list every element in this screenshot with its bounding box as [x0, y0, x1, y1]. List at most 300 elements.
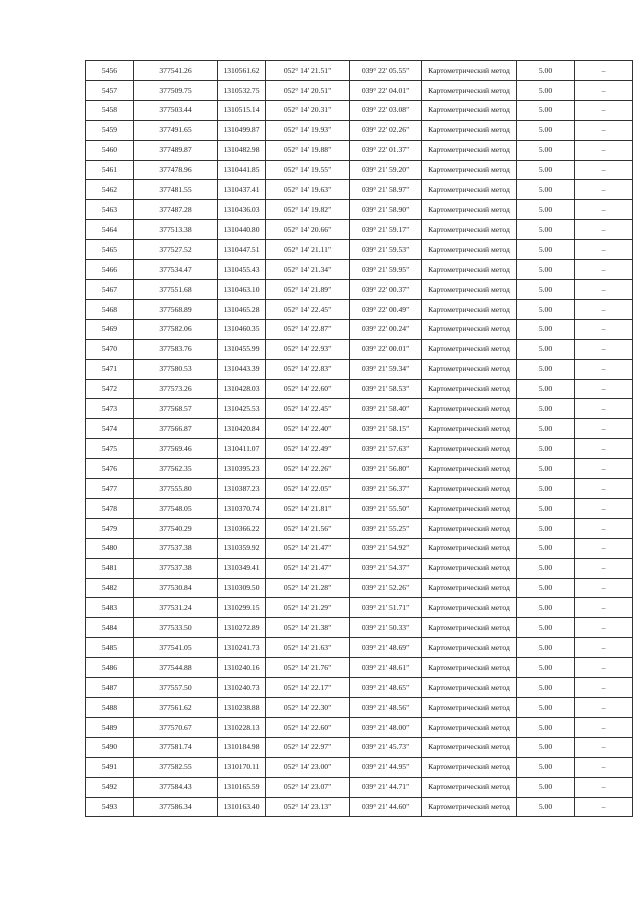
method-cell: Картометрический метод	[422, 220, 517, 240]
latitude-cell: 052° 14' 22.17"	[266, 678, 350, 698]
method-cell: Картометрический метод	[422, 538, 517, 558]
point-number-cell: 5475	[86, 439, 134, 459]
point-number-cell: 5484	[86, 618, 134, 638]
latitude-cell: 052° 14' 19.88"	[266, 140, 350, 160]
longitude-cell: 039° 21' 58.15"	[350, 419, 422, 439]
table-row	[86, 618, 633, 638]
longitude-cell: 039° 21' 57.63"	[350, 439, 422, 459]
table-row	[86, 459, 633, 479]
point-number-cell: 5486	[86, 658, 134, 678]
x-coordinate-cell: 377568.89	[134, 299, 218, 319]
latitude-cell: 052° 14' 23.00"	[266, 757, 350, 777]
longitude-cell: 039° 21' 59.95"	[350, 260, 422, 280]
x-coordinate-cell: 377537.38	[134, 538, 218, 558]
y-coordinate-cell: 1310425.53	[218, 399, 266, 419]
precision-cell: 5.00	[517, 678, 575, 698]
longitude-cell: 039° 21' 56.37"	[350, 479, 422, 499]
longitude-cell: 039° 21' 59.20"	[350, 160, 422, 180]
note-cell: –	[575, 299, 633, 319]
coordinates-table-body	[86, 61, 633, 817]
method-cell: Картометрический метод	[422, 379, 517, 399]
note-cell: –	[575, 717, 633, 737]
point-number-cell: 5460	[86, 140, 134, 160]
note-cell: –	[575, 399, 633, 419]
method-cell: Картометрический метод	[422, 678, 517, 698]
table-row	[86, 737, 633, 757]
longitude-cell: 039° 21' 44.95"	[350, 757, 422, 777]
latitude-cell: 052° 14' 21.76"	[266, 658, 350, 678]
longitude-cell: 039° 22' 04.01"	[350, 80, 422, 100]
x-coordinate-cell: 377586.34	[134, 797, 218, 817]
method-cell: Картометрический метод	[422, 498, 517, 518]
x-coordinate-cell: 377566.87	[134, 419, 218, 439]
x-coordinate-cell: 377544.88	[134, 658, 218, 678]
method-cell: Картометрический метод	[422, 120, 517, 140]
longitude-cell: 039° 21' 48.65"	[350, 678, 422, 698]
point-number-cell: 5478	[86, 498, 134, 518]
note-cell: –	[575, 279, 633, 299]
latitude-cell: 052° 14' 20.31"	[266, 100, 350, 120]
y-coordinate-cell: 1310370.74	[218, 498, 266, 518]
precision-cell: 5.00	[517, 200, 575, 220]
longitude-cell: 039° 22' 00.37"	[350, 279, 422, 299]
point-number-cell: 5491	[86, 757, 134, 777]
x-coordinate-cell: 377584.43	[134, 777, 218, 797]
longitude-cell: 039° 21' 51.71"	[350, 598, 422, 618]
note-cell: –	[575, 757, 633, 777]
longitude-cell: 039° 21' 58.40"	[350, 399, 422, 419]
precision-cell: 5.00	[517, 479, 575, 499]
precision-cell: 5.00	[517, 638, 575, 658]
latitude-cell: 052° 14' 22.87"	[266, 319, 350, 339]
method-cell: Картометрический метод	[422, 737, 517, 757]
method-cell: Картометрический метод	[422, 459, 517, 479]
note-cell: –	[575, 379, 633, 399]
precision-cell: 5.00	[517, 240, 575, 260]
latitude-cell: 052° 14' 19.63"	[266, 180, 350, 200]
table-row	[86, 777, 633, 797]
point-number-cell: 5465	[86, 240, 134, 260]
table-row	[86, 439, 633, 459]
y-coordinate-cell: 1310359.92	[218, 538, 266, 558]
point-number-cell: 5459	[86, 120, 134, 140]
x-coordinate-cell: 377481.55	[134, 180, 218, 200]
y-coordinate-cell: 1310170.11	[218, 757, 266, 777]
latitude-cell: 052° 14' 22.93"	[266, 339, 350, 359]
table-row	[86, 757, 633, 777]
latitude-cell: 052° 14' 22.05"	[266, 479, 350, 499]
x-coordinate-cell: 377478.96	[134, 160, 218, 180]
latitude-cell: 052° 14' 22.83"	[266, 359, 350, 379]
note-cell: –	[575, 359, 633, 379]
note-cell: –	[575, 558, 633, 578]
precision-cell: 5.00	[517, 618, 575, 638]
table-row	[86, 160, 633, 180]
x-coordinate-cell: 377562.35	[134, 459, 218, 479]
point-number-cell: 5474	[86, 419, 134, 439]
y-coordinate-cell: 1310299.15	[218, 598, 266, 618]
x-coordinate-cell: 377503.44	[134, 100, 218, 120]
longitude-cell: 039° 21' 54.37"	[350, 558, 422, 578]
longitude-cell: 039° 21' 45.73"	[350, 737, 422, 757]
latitude-cell: 052° 14' 20.51"	[266, 80, 350, 100]
note-cell: –	[575, 319, 633, 339]
table-row	[86, 638, 633, 658]
table-row	[86, 399, 633, 419]
precision-cell: 5.00	[517, 140, 575, 160]
latitude-cell: 052° 14' 22.60"	[266, 379, 350, 399]
y-coordinate-cell: 1310240.16	[218, 658, 266, 678]
table-row	[86, 479, 633, 499]
note-cell: –	[575, 518, 633, 538]
x-coordinate-cell: 377573.26	[134, 379, 218, 399]
point-number-cell: 5456	[86, 61, 134, 81]
point-number-cell: 5482	[86, 578, 134, 598]
longitude-cell: 039° 21' 56.80"	[350, 459, 422, 479]
point-number-cell: 5483	[86, 598, 134, 618]
precision-cell: 5.00	[517, 399, 575, 419]
table-row	[86, 538, 633, 558]
method-cell: Картометрический метод	[422, 598, 517, 618]
point-number-cell: 5464	[86, 220, 134, 240]
table-row	[86, 299, 633, 319]
note-cell: –	[575, 180, 633, 200]
method-cell: Картометрический метод	[422, 797, 517, 817]
precision-cell: 5.00	[517, 319, 575, 339]
note-cell: –	[575, 698, 633, 718]
table-row	[86, 359, 633, 379]
x-coordinate-cell: 377551.68	[134, 279, 218, 299]
note-cell: –	[575, 61, 633, 81]
table-row	[86, 797, 633, 817]
method-cell: Картометрический метод	[422, 140, 517, 160]
method-cell: Картометрический метод	[422, 260, 517, 280]
method-cell: Картометрический метод	[422, 479, 517, 499]
precision-cell: 5.00	[517, 698, 575, 718]
y-coordinate-cell: 1310463.10	[218, 279, 266, 299]
table-row	[86, 419, 633, 439]
longitude-cell: 039° 22' 05.55"	[350, 61, 422, 81]
y-coordinate-cell: 1310241.73	[218, 638, 266, 658]
longitude-cell: 039° 21' 48.56"	[350, 698, 422, 718]
method-cell: Картометрический метод	[422, 558, 517, 578]
x-coordinate-cell: 377541.26	[134, 61, 218, 81]
table-row	[86, 80, 633, 100]
precision-cell: 5.00	[517, 419, 575, 439]
point-number-cell: 5492	[86, 777, 134, 797]
point-number-cell: 5476	[86, 459, 134, 479]
longitude-cell: 039° 22' 00.01"	[350, 339, 422, 359]
method-cell: Картометрический метод	[422, 200, 517, 220]
note-cell: –	[575, 439, 633, 459]
x-coordinate-cell: 377582.06	[134, 319, 218, 339]
precision-cell: 5.00	[517, 220, 575, 240]
x-coordinate-cell: 377570.67	[134, 717, 218, 737]
x-coordinate-cell: 377533.50	[134, 618, 218, 638]
x-coordinate-cell: 377491.65	[134, 120, 218, 140]
x-coordinate-cell: 377555.80	[134, 479, 218, 499]
point-number-cell: 5488	[86, 698, 134, 718]
y-coordinate-cell: 1310309.50	[218, 578, 266, 598]
y-coordinate-cell: 1310532.75	[218, 80, 266, 100]
precision-cell: 5.00	[517, 299, 575, 319]
note-cell: –	[575, 160, 633, 180]
note-cell: –	[575, 140, 633, 160]
longitude-cell: 039° 21' 44.71"	[350, 777, 422, 797]
y-coordinate-cell: 1310165.59	[218, 777, 266, 797]
longitude-cell: 039° 21' 50.33"	[350, 618, 422, 638]
table-row	[86, 518, 633, 538]
table-row	[86, 200, 633, 220]
method-cell: Картометрический метод	[422, 319, 517, 339]
method-cell: Картометрический метод	[422, 638, 517, 658]
precision-cell: 5.00	[517, 100, 575, 120]
longitude-cell: 039° 22' 01.37"	[350, 140, 422, 160]
precision-cell: 5.00	[517, 518, 575, 538]
latitude-cell: 052° 14' 21.29"	[266, 598, 350, 618]
note-cell: –	[575, 240, 633, 260]
method-cell: Картометрический метод	[422, 240, 517, 260]
note-cell: –	[575, 339, 633, 359]
latitude-cell: 052° 14' 22.30"	[266, 698, 350, 718]
point-number-cell: 5469	[86, 319, 134, 339]
method-cell: Картометрический метод	[422, 419, 517, 439]
note-cell: –	[575, 578, 633, 598]
y-coordinate-cell: 1310411.07	[218, 439, 266, 459]
table-row	[86, 698, 633, 718]
precision-cell: 5.00	[517, 538, 575, 558]
latitude-cell: 052° 14' 21.63"	[266, 638, 350, 658]
latitude-cell: 052° 14' 20.66"	[266, 220, 350, 240]
method-cell: Картометрический метод	[422, 777, 517, 797]
latitude-cell: 052° 14' 21.47"	[266, 538, 350, 558]
x-coordinate-cell: 377531.24	[134, 598, 218, 618]
note-cell: –	[575, 459, 633, 479]
table-row	[86, 120, 633, 140]
precision-cell: 5.00	[517, 339, 575, 359]
longitude-cell: 039° 21' 44.60"	[350, 797, 422, 817]
x-coordinate-cell: 377582.55	[134, 757, 218, 777]
precision-cell: 5.00	[517, 160, 575, 180]
y-coordinate-cell: 1310436.03	[218, 200, 266, 220]
method-cell: Картометрический метод	[422, 518, 517, 538]
latitude-cell: 052° 14' 21.51"	[266, 61, 350, 81]
x-coordinate-cell: 377561.62	[134, 698, 218, 718]
table-row	[86, 319, 633, 339]
note-cell: –	[575, 419, 633, 439]
latitude-cell: 052° 14' 21.81"	[266, 498, 350, 518]
latitude-cell: 052° 14' 21.38"	[266, 618, 350, 638]
table-row	[86, 339, 633, 359]
y-coordinate-cell: 1310387.23	[218, 479, 266, 499]
method-cell: Картометрический метод	[422, 180, 517, 200]
y-coordinate-cell: 1310437.41	[218, 180, 266, 200]
x-coordinate-cell: 377509.75	[134, 80, 218, 100]
point-number-cell: 5471	[86, 359, 134, 379]
latitude-cell: 052° 14' 22.60"	[266, 717, 350, 737]
note-cell: –	[575, 538, 633, 558]
method-cell: Картометрический метод	[422, 279, 517, 299]
latitude-cell: 052° 14' 22.45"	[266, 299, 350, 319]
table-row	[86, 598, 633, 618]
point-number-cell: 5461	[86, 160, 134, 180]
y-coordinate-cell: 1310163.40	[218, 797, 266, 817]
longitude-cell: 039° 22' 03.08"	[350, 100, 422, 120]
latitude-cell: 052° 14' 22.97"	[266, 737, 350, 757]
point-number-cell: 5472	[86, 379, 134, 399]
longitude-cell: 039° 21' 52.26"	[350, 578, 422, 598]
latitude-cell: 052° 14' 21.89"	[266, 279, 350, 299]
precision-cell: 5.00	[517, 61, 575, 81]
y-coordinate-cell: 1310460.35	[218, 319, 266, 339]
precision-cell: 5.00	[517, 359, 575, 379]
longitude-cell: 039° 21' 48.00"	[350, 717, 422, 737]
x-coordinate-cell: 377557.50	[134, 678, 218, 698]
point-number-cell: 5462	[86, 180, 134, 200]
y-coordinate-cell: 1310455.43	[218, 260, 266, 280]
y-coordinate-cell: 1310184.98	[218, 737, 266, 757]
note-cell: –	[575, 220, 633, 240]
point-number-cell: 5489	[86, 717, 134, 737]
method-cell: Картометрический метод	[422, 61, 517, 81]
note-cell: –	[575, 200, 633, 220]
y-coordinate-cell: 1310420.84	[218, 419, 266, 439]
x-coordinate-cell: 377580.53	[134, 359, 218, 379]
note-cell: –	[575, 638, 633, 658]
table-row	[86, 180, 633, 200]
method-cell: Картометрический метод	[422, 658, 517, 678]
table-row	[86, 578, 633, 598]
point-number-cell: 5480	[86, 538, 134, 558]
y-coordinate-cell: 1310443.39	[218, 359, 266, 379]
note-cell: –	[575, 598, 633, 618]
table-row	[86, 658, 633, 678]
longitude-cell: 039° 22' 00.24"	[350, 319, 422, 339]
y-coordinate-cell: 1310440.80	[218, 220, 266, 240]
method-cell: Картометрический метод	[422, 717, 517, 737]
table-row	[86, 220, 633, 240]
method-cell: Картометрический метод	[422, 339, 517, 359]
longitude-cell: 039° 22' 00.49"	[350, 299, 422, 319]
note-cell: –	[575, 100, 633, 120]
precision-cell: 5.00	[517, 598, 575, 618]
precision-cell: 5.00	[517, 459, 575, 479]
x-coordinate-cell: 377569.46	[134, 439, 218, 459]
note-cell: –	[575, 80, 633, 100]
latitude-cell: 052° 14' 21.34"	[266, 260, 350, 280]
x-coordinate-cell: 377537.38	[134, 558, 218, 578]
x-coordinate-cell: 377548.05	[134, 498, 218, 518]
table-row	[86, 558, 633, 578]
latitude-cell: 052° 14' 23.07"	[266, 777, 350, 797]
precision-cell: 5.00	[517, 658, 575, 678]
longitude-cell: 039° 21' 48.69"	[350, 638, 422, 658]
precision-cell: 5.00	[517, 279, 575, 299]
x-coordinate-cell: 377581.74	[134, 737, 218, 757]
latitude-cell: 052° 14' 22.40"	[266, 419, 350, 439]
y-coordinate-cell: 1310441.85	[218, 160, 266, 180]
longitude-cell: 039° 21' 48.61"	[350, 658, 422, 678]
latitude-cell: 052° 14' 19.55"	[266, 160, 350, 180]
point-number-cell: 5485	[86, 638, 134, 658]
precision-cell: 5.00	[517, 578, 575, 598]
x-coordinate-cell: 377530.84	[134, 578, 218, 598]
longitude-cell: 039° 21' 58.90"	[350, 200, 422, 220]
longitude-cell: 039° 21' 54.92"	[350, 538, 422, 558]
point-number-cell: 5490	[86, 737, 134, 757]
x-coordinate-cell: 377541.05	[134, 638, 218, 658]
precision-cell: 5.00	[517, 80, 575, 100]
y-coordinate-cell: 1310465.28	[218, 299, 266, 319]
longitude-cell: 039° 21' 59.34"	[350, 359, 422, 379]
note-cell: –	[575, 260, 633, 280]
x-coordinate-cell: 377568.57	[134, 399, 218, 419]
table-row	[86, 279, 633, 299]
method-cell: Картометрический метод	[422, 80, 517, 100]
method-cell: Картометрический метод	[422, 359, 517, 379]
method-cell: Картометрический метод	[422, 578, 517, 598]
point-number-cell: 5473	[86, 399, 134, 419]
y-coordinate-cell: 1310366.22	[218, 518, 266, 538]
latitude-cell: 052° 14' 21.47"	[266, 558, 350, 578]
longitude-cell: 039° 21' 59.17"	[350, 220, 422, 240]
latitude-cell: 052° 14' 22.26"	[266, 459, 350, 479]
point-number-cell: 5470	[86, 339, 134, 359]
method-cell: Картометрический метод	[422, 757, 517, 777]
point-number-cell: 5477	[86, 479, 134, 499]
note-cell: –	[575, 797, 633, 817]
method-cell: Картометрический метод	[422, 698, 517, 718]
point-number-cell: 5467	[86, 279, 134, 299]
precision-cell: 5.00	[517, 120, 575, 140]
y-coordinate-cell: 1310240.73	[218, 678, 266, 698]
y-coordinate-cell: 1310455.99	[218, 339, 266, 359]
latitude-cell: 052° 14' 21.11"	[266, 240, 350, 260]
y-coordinate-cell: 1310349.41	[218, 558, 266, 578]
note-cell: –	[575, 618, 633, 638]
note-cell: –	[575, 777, 633, 797]
x-coordinate-cell: 377540.29	[134, 518, 218, 538]
point-number-cell: 5493	[86, 797, 134, 817]
y-coordinate-cell: 1310428.03	[218, 379, 266, 399]
precision-cell: 5.00	[517, 260, 575, 280]
latitude-cell: 052° 14' 22.45"	[266, 399, 350, 419]
method-cell: Картометрический метод	[422, 160, 517, 180]
y-coordinate-cell: 1310228.13	[218, 717, 266, 737]
point-number-cell: 5479	[86, 518, 134, 538]
precision-cell: 5.00	[517, 757, 575, 777]
longitude-cell: 039° 22' 02.26"	[350, 120, 422, 140]
latitude-cell: 052° 14' 21.56"	[266, 518, 350, 538]
method-cell: Картометрический метод	[422, 399, 517, 419]
latitude-cell: 052° 14' 22.49"	[266, 439, 350, 459]
precision-cell: 5.00	[517, 180, 575, 200]
note-cell: –	[575, 678, 633, 698]
table-row	[86, 260, 633, 280]
latitude-cell: 052° 14' 19.93"	[266, 120, 350, 140]
note-cell: –	[575, 120, 633, 140]
method-cell: Картометрический метод	[422, 618, 517, 638]
latitude-cell: 052° 14' 21.28"	[266, 578, 350, 598]
y-coordinate-cell: 1310482.98	[218, 140, 266, 160]
precision-cell: 5.00	[517, 379, 575, 399]
longitude-cell: 039° 21' 58.53"	[350, 379, 422, 399]
point-number-cell: 5468	[86, 299, 134, 319]
table-row	[86, 498, 633, 518]
y-coordinate-cell: 1310447.51	[218, 240, 266, 260]
point-number-cell: 5457	[86, 80, 134, 100]
point-number-cell: 5466	[86, 260, 134, 280]
